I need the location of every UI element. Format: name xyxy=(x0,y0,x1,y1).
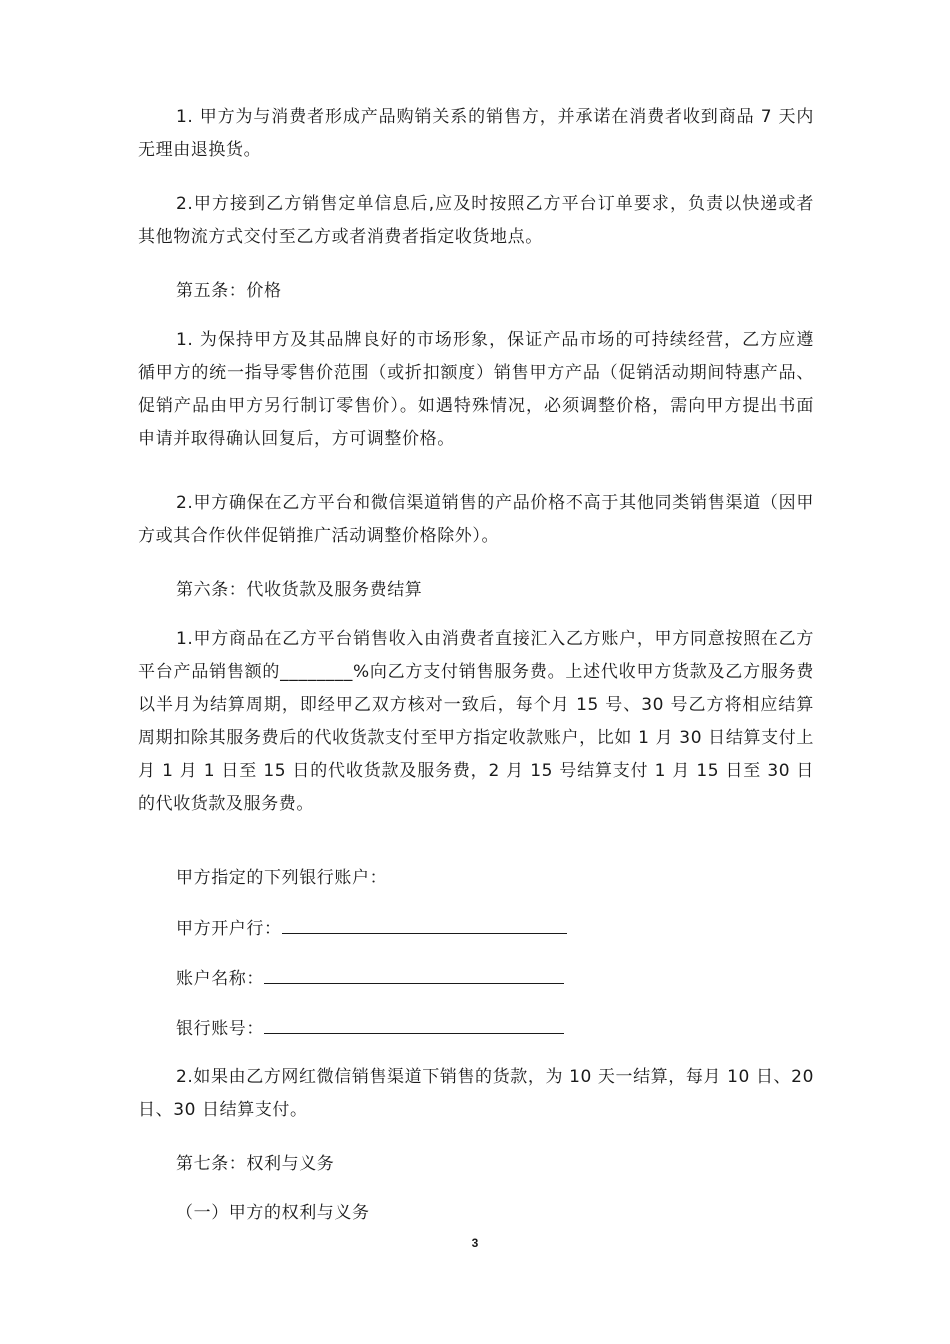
bank-account-intro: 甲方指定的下列银行账户： xyxy=(176,868,388,888)
clause-7-heading: 第七条：权利与义务 xyxy=(176,1154,335,1174)
account-name-label: 账户名称： xyxy=(176,969,264,989)
page-number: 3 xyxy=(471,1236,479,1250)
clause-4-item-1: 1. 甲方为与消费者形成产品购销关系的销售方，并承诺在消费者收到商品 7 天内无理由退换货。 xyxy=(138,107,814,160)
bank-name-row xyxy=(176,911,567,946)
account-name-blank xyxy=(264,961,564,984)
clause-5-heading: 第五条：价格 xyxy=(176,281,282,301)
clause-4-item-2: 2.甲方接到乙方销售定单信息后,应及时按照乙方平台订单要求，负责以快递或者其他物流方式交付至乙方或者消费者指定收货地点。 xyxy=(138,194,814,247)
bank-name-blank xyxy=(282,911,567,934)
clause-5-item-2: 2.甲方确保在乙方平台和微信渠道销售的产品价格不高于其他同类销售渠道（因甲方或其合作伙伴促销推广活动调整价格除外）。 xyxy=(138,493,814,546)
account-number-label: 银行账号： xyxy=(176,1019,264,1039)
clause-6-heading: 第六条：代收货款及服务费结算 xyxy=(176,580,423,600)
clause-7-subheading: （一）甲方的权利与义务 xyxy=(176,1203,370,1223)
clause-6-item-2: 2.如果由乙方网红微信销售渠道下销售的货款，为 10 天一结算，每月 10 日、20 日、30 日结算支付。 xyxy=(138,1067,814,1120)
clause-5-item-1: 1. 为保持甲方及其品牌良好的市场形象，保证产品市场的可持续经营，乙方应遵循甲方的统一指导零售价范围（或折扣额度）销售甲方产品（促销活动期间特惠产品、促销产品由甲方另行制订零售价）。如遇特殊情况，必须调整价格，需向甲方提出书面申请并取得确认回复后，方可调整价格。 xyxy=(138,330,814,449)
account-number-blank xyxy=(264,1011,564,1034)
account-name-row xyxy=(176,961,564,996)
clause-6-item-1: 1.甲方商品在乙方平台销售收入由消费者直接汇入乙方账户，甲方同意按照在乙方平台产品销售额的________%向乙方支付销售服务费。上述代收甲方货款及乙方服务费以半月为结算周期，即经甲乙双方核对一致后，每个月 15 号、30 号乙方将相应结算周期扣除其服务费后的代收货款支付至甲方指定收款账户，比如 1 月 30 日结算支付上月 1 月 1 日至 15 日的代收货款及服务费，2 月 15 号结算支付 1 月 15 日至 30 日的代收货款及服务费。 xyxy=(138,629,814,814)
account-number-row xyxy=(176,1011,564,1046)
bank-name-label: 甲方开户行： xyxy=(176,919,282,939)
